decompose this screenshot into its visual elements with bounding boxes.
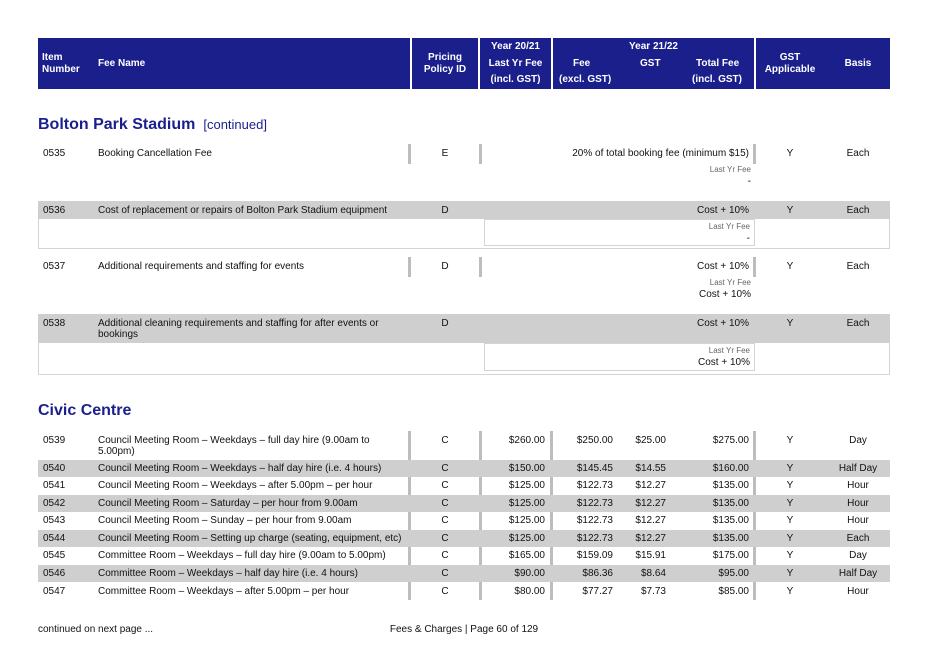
column-divider: [408, 547, 411, 565]
column-divider: [479, 582, 482, 600]
fee-text: Cost + 10%: [697, 318, 749, 329]
gst-amount: $12.27: [635, 533, 666, 544]
last-yr-fee-box: [484, 277, 755, 303]
item-number: 0540: [43, 463, 66, 474]
fee-excl-gst: $122.73: [576, 498, 613, 509]
header-pricing-line2: Policy ID: [423, 64, 467, 75]
basis: Hour: [847, 480, 869, 491]
item-number: 0542: [43, 498, 66, 509]
item-number: 0547: [43, 586, 66, 597]
item-number: 0536: [43, 205, 66, 216]
header-year-curr-cell: [553, 38, 754, 89]
header-year-curr: Year 21/22: [629, 41, 678, 52]
fee-excl-gst: $122.73: [576, 480, 613, 491]
fee-name: Council Meeting Room – Saturday – per hour from 9.00am: [98, 498, 358, 509]
table-header: [38, 38, 890, 89]
pricing-policy: C: [441, 568, 449, 579]
total-fee: $95.00: [718, 568, 749, 579]
header-basis: Basis: [844, 58, 872, 69]
section-title-bolton: [38, 116, 267, 134]
gst-amount: $25.00: [635, 435, 666, 446]
column-divider: [550, 477, 553, 495]
section-title-civic: [38, 402, 131, 420]
table-row: [38, 201, 890, 219]
last-yr-fee-value: -: [747, 176, 751, 187]
total-fee: $135.00: [712, 498, 749, 509]
table-row: [38, 314, 890, 343]
basis: Hour: [847, 515, 869, 526]
fee-name: Council Meeting Room – Weekdays – half day hire (i.e. 4 hours): [98, 463, 382, 474]
last-yr-fee-label: Last Yr Fee: [709, 278, 751, 287]
header-incl-gst: (incl. GST): [490, 74, 541, 85]
total-fee: $135.00: [712, 533, 749, 544]
gst-amount: $15.91: [635, 550, 666, 561]
header-pricing-policy-cell: [412, 38, 478, 89]
gst-applicable: Y: [786, 148, 794, 159]
basis: Hour: [847, 498, 869, 509]
item-number: 0538: [43, 318, 66, 329]
pricing-policy: C: [441, 435, 449, 446]
fee-excl-gst: $86.36: [582, 568, 613, 579]
last-yr-fee: $125.00: [508, 515, 545, 526]
fee-name: Council Meeting Room – Setting up charge (seating, equipment, etc): [98, 533, 402, 544]
footer-continued: continued on next page ...: [38, 624, 154, 635]
table-row: [38, 530, 890, 547]
total-fee: $275.00: [712, 435, 749, 446]
last-yr-fee-box: [484, 219, 755, 246]
fee-name: Additional requirements and staffing for events: [98, 261, 305, 272]
item-number: 0537: [43, 261, 66, 272]
total-fee: $135.00: [712, 480, 749, 491]
fee-name: Committee Room – Weekdays – half day hire (i.e. 4 hours): [98, 568, 358, 579]
basis: Day: [849, 435, 867, 446]
fee-name: Cost of replacement or repairs of Bolton Park Stadium equipment: [98, 205, 388, 216]
header-incl-gst-2: (incl. GST): [692, 74, 742, 85]
pricing-policy: C: [441, 463, 449, 474]
gst-applicable: Y: [786, 463, 794, 474]
basis: Each: [846, 318, 870, 329]
last-yr-row: [38, 343, 890, 375]
gst-applicable: Y: [786, 568, 794, 579]
gst-amount: $12.27: [635, 515, 666, 526]
basis: Day: [849, 550, 867, 561]
total-fee: $160.00: [712, 463, 749, 474]
item-number: 0543: [43, 515, 66, 526]
pricing-policy: E: [441, 148, 449, 159]
section-title-bolton-text: Bolton Park Stadium: [38, 116, 196, 133]
fee-text: Cost + 10%: [697, 261, 749, 272]
header-item-name-cell: [38, 38, 410, 89]
header-item-number-line2: Number: [42, 64, 80, 75]
gst-applicable: Y: [786, 515, 794, 526]
last-yr-fee-label: Last Yr Fee: [708, 222, 750, 231]
last-yr-fee: $90.00: [514, 568, 545, 579]
header-pricing-line1: Pricing: [428, 52, 462, 63]
column-divider: [753, 512, 756, 530]
fee-text: 20% of total booking fee (minimum $15): [572, 148, 749, 159]
gst-applicable: Y: [786, 261, 794, 272]
last-yr-fee: $125.00: [508, 533, 545, 544]
fee-excl-gst: $250.00: [576, 435, 613, 446]
fee-excl-gst: $145.45: [576, 463, 613, 474]
table-row: [38, 257, 890, 277]
total-fee: $85.00: [718, 586, 749, 597]
column-divider: [479, 547, 482, 565]
column-divider: [479, 257, 482, 277]
pricing-policy: C: [441, 498, 449, 509]
column-divider: [408, 512, 411, 530]
column-divider: [479, 431, 482, 460]
fee-name: Council Meeting Room – Weekdays – full day hire (9.00am to 5.00pm): [98, 435, 370, 457]
total-fee: $135.00: [712, 515, 749, 526]
header-item-number-line1: Item: [42, 52, 63, 63]
column-divider: [408, 582, 411, 600]
item-number: 0545: [43, 550, 66, 561]
section-continued: [continued]: [203, 117, 267, 132]
total-fee: $175.00: [712, 550, 749, 561]
column-divider: [408, 257, 411, 277]
column-divider: [408, 477, 411, 495]
section-title-civic-text: Civic Centre: [38, 402, 132, 419]
gst-applicable: Y: [786, 480, 794, 491]
fee-excl-gst: $122.73: [576, 533, 613, 544]
header-gst-applicable-line1: GST: [779, 52, 801, 63]
last-yr-fee-value: -: [746, 233, 750, 244]
last-yr-fee-label: Last Yr Fee: [709, 165, 751, 174]
fee-excl-gst: $77.27: [582, 586, 613, 597]
gst-amount: $7.73: [640, 586, 666, 597]
basis: Half Day: [838, 568, 878, 579]
last-yr-row: [38, 219, 890, 249]
table-row: [38, 495, 890, 512]
column-divider: [479, 512, 482, 530]
column-divider: [753, 547, 756, 565]
pricing-policy: D: [441, 205, 449, 216]
last-yr-fee: $150.00: [508, 463, 545, 474]
last-yr-fee-label: Last Yr Fee: [708, 346, 750, 355]
table-row: [38, 512, 890, 530]
fee-excl-gst: $122.73: [576, 515, 613, 526]
gst-applicable: Y: [786, 435, 794, 446]
fee-excl-gst: $159.09: [576, 550, 613, 561]
fee-name: Council Meeting Room – Weekdays – after 5.00pm – per hour: [98, 480, 373, 491]
item-number: 0539: [43, 435, 66, 446]
table-row: [38, 582, 890, 600]
pricing-policy: C: [441, 515, 449, 526]
last-yr-fee-box: [484, 343, 755, 371]
gst-applicable: Y: [786, 533, 794, 544]
column-divider: [550, 547, 553, 565]
fee-name: Committee Room – Weekdays – after 5.00pm – per hour: [98, 586, 350, 597]
last-yr-fee-box: [484, 164, 755, 190]
pricing-policy: D: [441, 261, 449, 272]
fee-text: Cost + 10%: [697, 205, 749, 216]
table-row: [38, 547, 890, 565]
column-divider: [753, 431, 756, 460]
basis: Each: [846, 261, 870, 272]
gst-amount: $8.64: [640, 568, 666, 579]
column-divider: [753, 477, 756, 495]
basis: Hour: [847, 586, 869, 597]
footer-page-number: Fees & Charges | Page 60 of 129: [389, 624, 539, 635]
last-yr-fee-value: Cost + 10%: [699, 289, 751, 300]
pricing-policy: C: [441, 480, 449, 491]
gst-applicable: Y: [786, 205, 794, 216]
item-number: 0541: [43, 480, 66, 491]
table-row: [38, 431, 890, 460]
column-divider: [550, 512, 553, 530]
header-year-prev: Year 20/21: [491, 41, 540, 52]
last-yr-fee: $80.00: [514, 586, 545, 597]
item-number: 0544: [43, 533, 66, 544]
last-yr-fee: $260.00: [508, 435, 545, 446]
column-divider: [550, 431, 553, 460]
header-year-prev-cell: [480, 38, 551, 89]
gst-amount: $14.55: [635, 463, 666, 474]
fee-name: Council Meeting Room – Sunday – per hour from 9.00am: [98, 515, 352, 526]
header-gst-applicable-line2: Applicable: [764, 64, 816, 75]
header-fee-name: Fee Name: [98, 58, 146, 69]
table-row: [38, 477, 890, 495]
header-last-yr-fee: Last Yr Fee: [488, 58, 543, 69]
basis: Each: [846, 533, 870, 544]
header-gst-basis-cell: [756, 38, 890, 89]
fee-name: Booking Cancellation Fee: [98, 148, 212, 159]
pricing-policy: C: [441, 550, 449, 561]
header-total-fee: Total Fee: [696, 58, 740, 69]
table-row: [38, 144, 890, 164]
header-excl-gst: (excl. GST): [559, 74, 612, 85]
basis: Half Day: [838, 463, 878, 474]
gst-applicable: Y: [786, 498, 794, 509]
pricing-policy: C: [441, 586, 449, 597]
fee-name: Additional cleaning requirements and staffing for after events or bookings: [98, 318, 379, 340]
gst-applicable: Y: [786, 550, 794, 561]
header-fee: Fee: [573, 58, 591, 69]
gst-applicable: Y: [786, 586, 794, 597]
item-number: 0535: [43, 148, 66, 159]
column-divider: [550, 582, 553, 600]
gst-amount: $12.27: [635, 498, 666, 509]
column-divider: [479, 144, 482, 164]
last-yr-fee-value: Cost + 10%: [698, 357, 750, 368]
pricing-policy: D: [441, 318, 449, 329]
column-divider: [753, 582, 756, 600]
fee-name: Committee Room – Weekdays – full day hire (9.00am to 5.00pm): [98, 550, 386, 561]
basis: Each: [846, 205, 870, 216]
table-row: [38, 460, 890, 477]
gst-applicable: Y: [786, 318, 794, 329]
last-yr-fee: $125.00: [508, 498, 545, 509]
column-divider: [408, 144, 411, 164]
basis: Each: [846, 148, 870, 159]
header-gst: GST: [640, 58, 661, 69]
table-row: [38, 565, 890, 582]
gst-amount: $12.27: [635, 480, 666, 491]
last-yr-fee: $125.00: [508, 480, 545, 491]
column-divider: [753, 257, 756, 277]
column-divider: [408, 431, 411, 460]
pricing-policy: C: [441, 533, 449, 544]
last-yr-fee: $165.00: [508, 550, 545, 561]
item-number: 0546: [43, 568, 66, 579]
column-divider: [753, 144, 756, 164]
column-divider: [479, 477, 482, 495]
